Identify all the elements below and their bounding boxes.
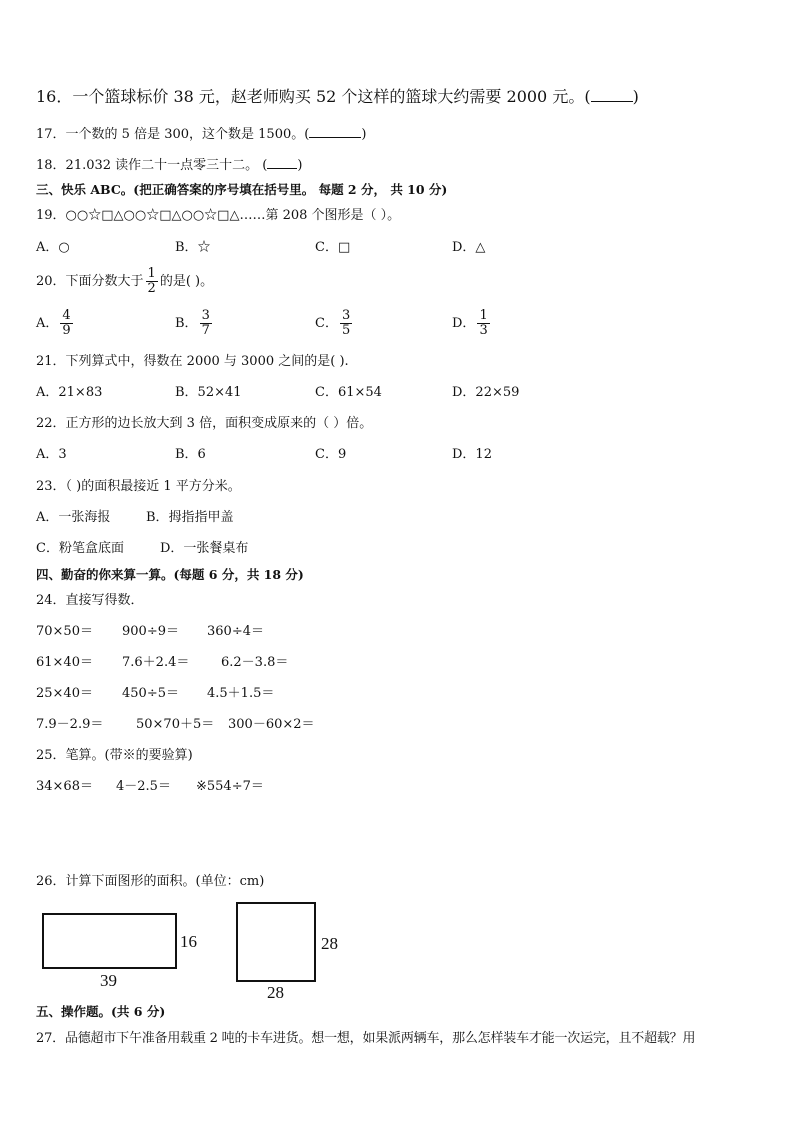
calc-item: 25×40＝ [36, 686, 93, 701]
calc-item: 900÷9＝ [122, 624, 179, 639]
question-20-suffix: 的是( )。 [159, 274, 214, 289]
option-a[interactable]: A．3 [36, 447, 67, 462]
calc-item: 450÷5＝ [122, 686, 179, 701]
question-16-text: 16．一个篮球标价 38 元，赵老师购买 52 个这样的篮球大约需要 2000 元。( [36, 87, 591, 106]
question-19-text: 19．○○☆□△○○☆□△○○☆□△……第 208 个图形是（ ）。 [36, 208, 401, 223]
rectangle-figure [42, 913, 177, 969]
calc-item: 4.5＋1.5＝ [207, 686, 275, 701]
option-c[interactable]: C．61×54 [315, 385, 382, 400]
option-c[interactable]: C．9 [315, 447, 347, 462]
question-24-text: 24．直接写得数． [36, 593, 144, 608]
question-25-text: 25．笔算。(带※的要验算) [36, 748, 193, 763]
square-figure [236, 902, 316, 982]
option-a[interactable]: A．21×83 [36, 385, 103, 400]
option-c[interactable]: C．粉笔盒底面 [36, 541, 124, 556]
calc-item: 50×70＋5＝ [136, 717, 215, 732]
question-21-text: 21．下列算式中，得数在 2000 与 3000 之间的是( ). [36, 354, 349, 369]
calc-item: 4－2.5＝ [116, 779, 171, 794]
option-b[interactable]: B．6 [175, 447, 206, 462]
question-22-text: 22．正方形的边长放大到 3 倍，面积变成原来的（ ）倍。 [36, 416, 373, 431]
calc-item: 7.9－2.9＝ [36, 717, 104, 732]
option-d[interactable]: D．22×59 [452, 385, 520, 400]
option-d[interactable]: D． $\frac{1}{3}$ [452, 308, 488, 338]
square-width-label: 28 [267, 983, 284, 1002]
section-3-heading: 三、快乐 ABC。(把正确答案的序号填在括号里。 每题 2 分， 共 10 分) [36, 182, 448, 197]
calc-item: ※554÷7＝ [196, 779, 264, 794]
option-c[interactable]: C． $\frac{3}{5}$ [315, 308, 351, 338]
section-4-heading: 四、勤奋的你来算一算。(每题 6 分，共 18 分) [36, 567, 304, 582]
option-d[interactable]: D．12 [452, 447, 492, 462]
question-17-text: 17．一个数的 5 倍是 300，这个数是 1500。( [36, 127, 310, 142]
question-18-text: 18．21.032 读作二十一点零三十二。 ( [36, 158, 268, 173]
option-d[interactable]: D．△ [452, 240, 486, 255]
option-d[interactable]: D．一张餐桌布 [160, 541, 249, 556]
section-5-heading: 五、操作题。(共 6 分) [36, 1004, 166, 1019]
rectangle-width-label: 39 [100, 971, 117, 990]
calc-item: 300－60×2＝ [228, 717, 315, 732]
calc-item: 34×68＝ [36, 779, 93, 794]
option-b[interactable]: B．☆ [175, 240, 211, 255]
option-a[interactable]: A． $\frac{4}{9}$ [36, 308, 71, 338]
question-23-text: 23．（ )的面积最接近 1 平方分米。 [36, 479, 241, 494]
answer-blank[interactable] [591, 89, 633, 102]
question-17: 17．一个数的 5 倍是 300，这个数是 1500。( ) [36, 127, 367, 142]
calc-item: 61×40＝ [36, 655, 93, 670]
calc-item: 360÷4＝ [207, 624, 264, 639]
question-26-text: 26．计算下面图形的面积。(单位：cm) [36, 874, 265, 889]
question-20 [36, 266, 213, 298]
option-c[interactable]: C．□ [315, 240, 351, 255]
calc-item: 7.6＋2.4＝ [122, 655, 190, 670]
option-b[interactable]: B．52×41 [175, 385, 242, 400]
option-b[interactable]: B．拇指指甲盖 [146, 510, 234, 525]
option-a[interactable]: A．一张海报 [36, 510, 111, 525]
calc-item: 70×50＝ [36, 624, 93, 639]
fraction-one-half: $\frac{1}{2}$ [147, 266, 156, 296]
question-18: 18．21.032 读作二十一点零三十二。 ( ) [36, 158, 303, 173]
question-20-prefix: 20．下面分数大于 [36, 274, 144, 289]
square-height-label: 28 [321, 934, 338, 953]
question-16: 16．一个篮球标价 38 元，赵老师购买 52 个这样的篮球大约需要 2000 元。( ) [36, 87, 639, 106]
question-27-text: 27．品德超市下午准备用载重 2 吨的卡车进货。想一想，如果派两辆车，那么怎样装车才能一次运完，且不超载？用 [36, 1031, 696, 1046]
rectangle-height-label: 16 [180, 932, 197, 951]
option-a[interactable]: A．○ [36, 240, 70, 255]
answer-blank[interactable] [309, 125, 361, 138]
option-b[interactable]: B． $\frac{3}{7}$ [175, 308, 210, 338]
answer-blank[interactable] [267, 156, 297, 169]
calc-item: 6.2－3.8＝ [221, 655, 289, 670]
